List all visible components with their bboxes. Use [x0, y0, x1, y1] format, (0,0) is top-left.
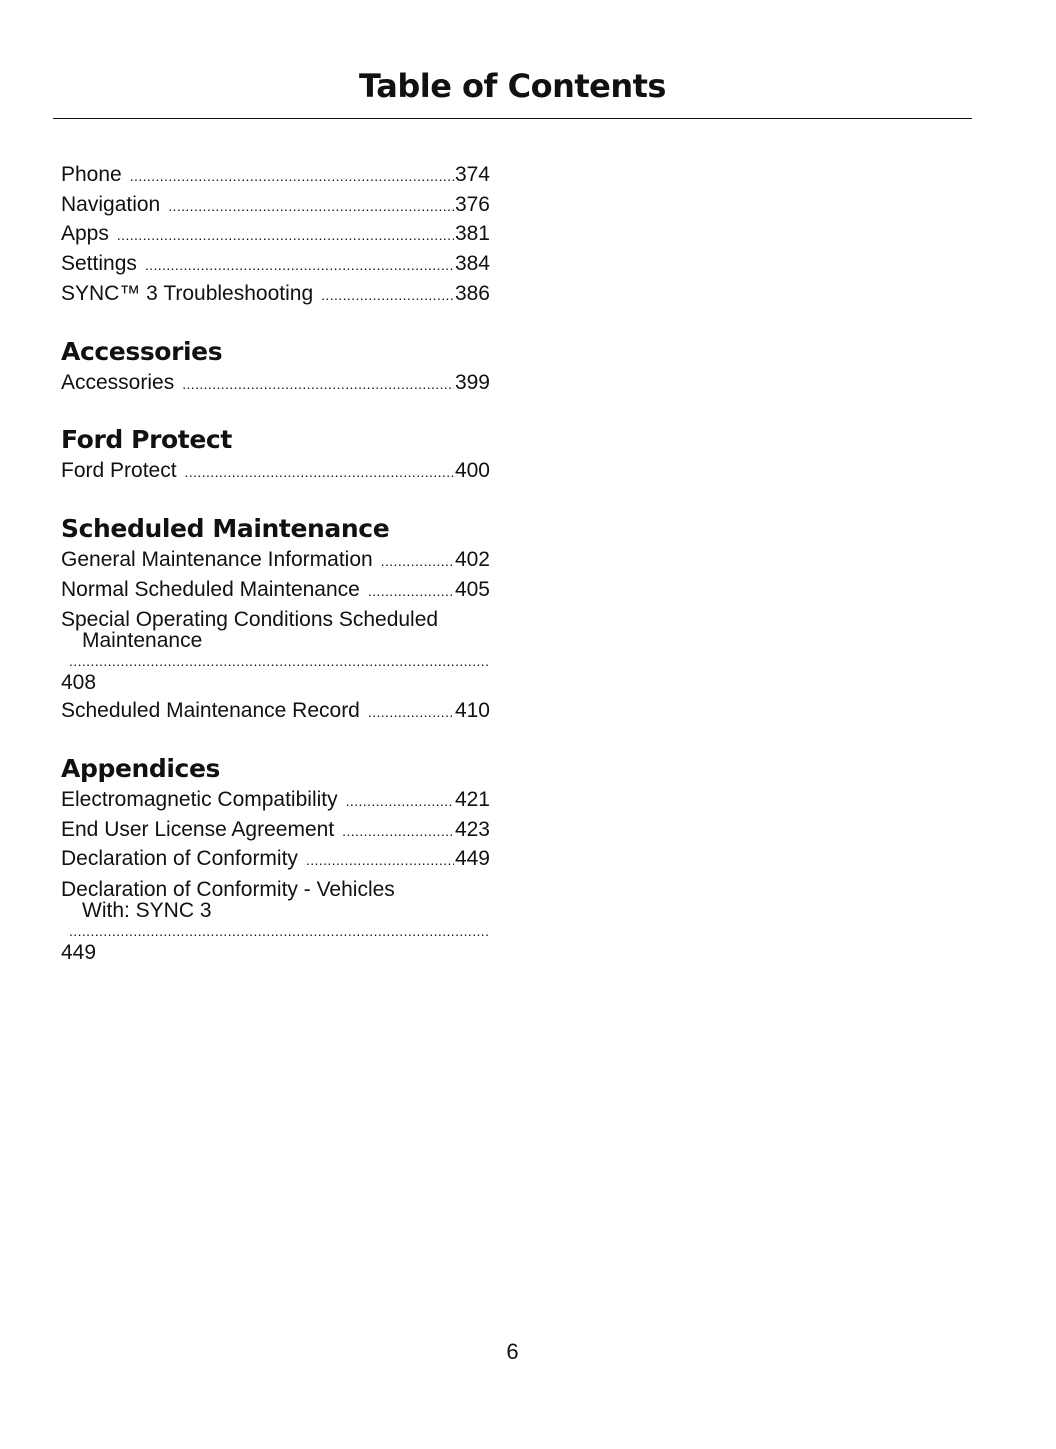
toc-entry-navigation[interactable]: [61, 191, 490, 221]
toc-entry-page: 381: [454, 222, 490, 246]
toc-entry-phone[interactable]: [61, 161, 490, 191]
toc-entry-accessories[interactable]: [61, 369, 490, 399]
toc-entry-label: Phone: [61, 163, 122, 186]
toc-entry-ford-protect[interactable]: [61, 457, 490, 487]
toc-entry-page: 399: [454, 370, 490, 394]
toc-entry-page: 384: [454, 252, 490, 276]
toc-entry-label: Apps: [61, 222, 109, 246]
toc-entry-label: Scheduled Maintenance Record: [61, 699, 360, 723]
toc-entry-label-line1: Declaration of Conformity - Vehicles: [61, 878, 395, 902]
toc-entry-scheduled-maintenance-record[interactable]: [61, 697, 490, 727]
toc-entry-label: With: SYNC 3: [82, 899, 212, 923]
dot-leader: [130, 162, 454, 191]
toc-entry-page: 423: [454, 817, 490, 841]
toc-section-appendices: [61, 754, 490, 963]
toc-entry-label: Maintenance: [82, 629, 203, 653]
dot-leader: [182, 370, 454, 399]
toc-entry-page: 410: [454, 699, 490, 723]
toc-entry-page: 405: [454, 577, 490, 601]
toc-entry-label: Declaration of Conformity: [61, 847, 298, 871]
dot-leader: [185, 458, 454, 487]
toc-entry-page: 449: [454, 847, 490, 871]
table-of-contents: [61, 161, 490, 967]
dot-leader: [342, 817, 454, 846]
dot-leader: [368, 577, 454, 606]
toc-entry-declaration-of-conformity[interactable]: [61, 845, 490, 875]
toc-entry-page: 376: [454, 192, 490, 216]
toc-entry-page: 402: [454, 547, 490, 571]
toc-entry-label: Ford Protect: [61, 459, 177, 483]
toc-entry-label: Normal Scheduled Maintenance: [61, 577, 360, 601]
dot-leader: [346, 787, 454, 816]
toc-entry-page: 421: [454, 788, 490, 812]
dot-leader: [69, 921, 489, 942]
toc-entry-end-user-license-agreement[interactable]: [61, 816, 490, 846]
section-heading: Appendices: [61, 754, 221, 784]
toc-entry-page: 374: [454, 163, 490, 186]
dot-leader: [117, 221, 454, 250]
toc-entry-label: Settings: [61, 252, 137, 276]
dot-leader: [145, 251, 454, 280]
toc-entry-sync-troubleshooting[interactable]: [61, 280, 490, 310]
dot-leader: [306, 846, 454, 875]
toc-entry-page: 400: [454, 459, 490, 483]
toc-entry-label: End User License Agreement: [61, 817, 335, 841]
toc-entry-settings[interactable]: [61, 250, 490, 280]
toc-entry-general-maintenance-information[interactable]: [61, 546, 490, 576]
toc-section-scheduled-maintenance: [61, 514, 490, 727]
toc-entry-page: 449: [61, 941, 97, 965]
toc-entry-label-line1: Special Operating Conditions Scheduled: [61, 608, 439, 632]
dot-leader: [168, 192, 454, 221]
dot-leader: [368, 698, 454, 727]
section-heading: Scheduled Maintenance: [61, 513, 390, 543]
toc-entry-declaration-of-conformity-sync3[interactable]: [61, 879, 490, 963]
toc-entry-electromagnetic-compatibility[interactable]: [61, 786, 490, 816]
toc-entry-label: General Maintenance Information: [61, 547, 373, 571]
toc-entry-special-operating-conditions[interactable]: [61, 609, 490, 693]
toc-entry-page: 408: [61, 671, 97, 695]
section-heading: Ford Protect: [61, 425, 232, 455]
toc-entry-page: 386: [454, 281, 490, 305]
page-number: 6: [506, 1339, 519, 1364]
dot-leader: [381, 547, 454, 576]
toc-entry-label: SYNC™ 3 Troubleshooting: [61, 281, 314, 305]
toc-section-accessories: [61, 337, 490, 399]
toc-entry-label: Accessories: [61, 370, 175, 394]
title-divider: [53, 118, 972, 119]
page-title: Table of Contents: [359, 67, 666, 105]
dot-leader: [69, 651, 489, 672]
toc-entry-label: Navigation: [61, 192, 161, 216]
toc-section-sync: [61, 161, 490, 310]
section-heading: Accessories: [61, 336, 223, 366]
dot-leader: [321, 281, 454, 310]
toc-entry-normal-scheduled-maintenance[interactable]: [61, 576, 490, 606]
toc-section-ford-protect: [61, 425, 490, 487]
toc-entry-apps[interactable]: [61, 220, 490, 250]
toc-entry-label: Electromagnetic Compatibility: [61, 788, 338, 812]
